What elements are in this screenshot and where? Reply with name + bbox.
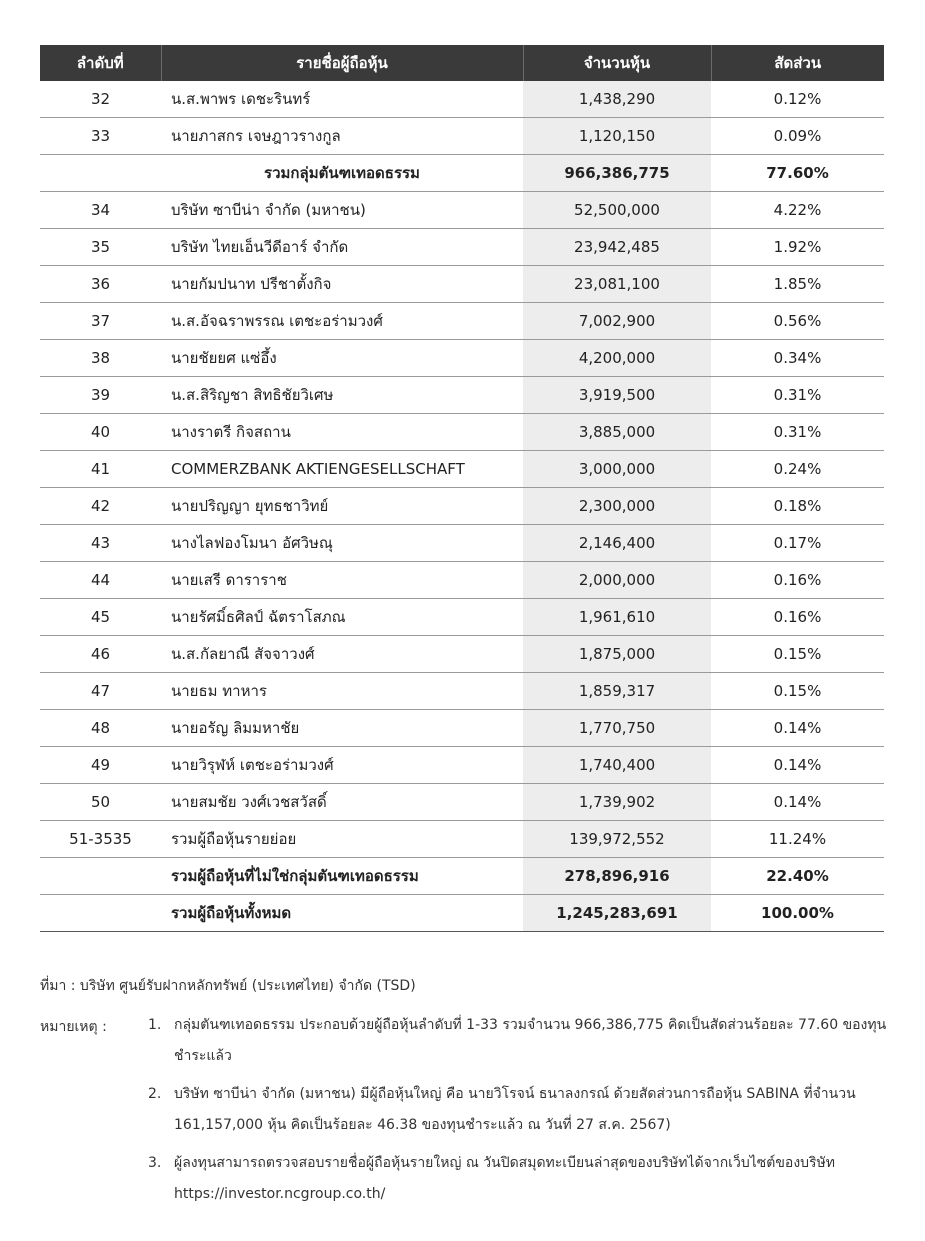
cell-name: นายรัศมิ์ธศิลป์ ฉัตราโสภณ (161, 599, 523, 636)
note-number: 3. (148, 1155, 162, 1171)
cell-shares: 278,896,916 (523, 858, 711, 895)
cell-name: นายชัยยศ แซ่อึ้ง (161, 340, 523, 377)
cell-order: 37 (40, 303, 161, 340)
cell-order: 46 (40, 636, 161, 673)
cell-shares: 1,120,150 (523, 118, 711, 155)
cell-shares: 2,000,000 (523, 562, 711, 599)
cell-shares: 3,885,000 (523, 414, 711, 451)
table-row (40, 451, 884, 488)
cell-shares: 52,500,000 (523, 192, 711, 229)
cell-order: 50 (40, 784, 161, 821)
header-ratio: สัดส่วน (711, 45, 884, 81)
table-row (40, 118, 884, 155)
cell-name: รวมผู้ถือหุ้นที่ไม่ใช่กลุ่มตันฑเทอดธรรม (161, 858, 523, 895)
cell-order: 45 (40, 599, 161, 636)
table-row (40, 562, 884, 599)
note-text: บริษัท ซาบีน่า จำกัด (มหาชน) มีผู้ถือหุ้นใหญ่ คือ นายวิโรจน์ ธนาลงกรณ์ ด้วยสัดส่วนการถือหุ้น SABINA ที่จำนวน 161,157,000 หุ้น คิดเป็นร้อยละ 46.38 ของทุนชำระแล้ว ณ วันที่ 27 ส.ค. 2567) (174, 1086, 856, 1133)
header-name: รายชื่อผู้ถือหุ้น (161, 45, 523, 81)
cell-name: นายปริญญา ยุทธชาวิทย์ (161, 488, 523, 525)
cell-name: COMMERZBANK AKTIENGESELLSCHAFT (161, 451, 523, 488)
cell-name: รวมผู้ถือหุ้นทั้งหมด (161, 895, 523, 932)
cell-shares: 139,972,552 (523, 821, 711, 858)
cell-shares: 3,000,000 (523, 451, 711, 488)
cell-ratio: 11.24% (711, 821, 884, 858)
cell-ratio: 0.14% (711, 784, 884, 821)
table-row (40, 673, 884, 710)
cell-ratio: 0.15% (711, 673, 884, 710)
cell-order (40, 155, 161, 192)
cell-name: นายภาสกร เจษฎาวรางกูล (161, 118, 523, 155)
cell-shares: 1,245,283,691 (523, 895, 711, 932)
cell-order: 42 (40, 488, 161, 525)
cell-order (40, 858, 161, 895)
cell-name: บริษัท ไทยเอ็นวีดีอาร์ จำกัด (161, 229, 523, 266)
cell-order (40, 895, 161, 932)
cell-shares: 1,961,610 (523, 599, 711, 636)
cell-name: บริษัท ซาบีน่า จำกัด (มหาชน) (161, 192, 523, 229)
table-row (40, 81, 884, 118)
cell-shares: 7,002,900 (523, 303, 711, 340)
cell-order: 48 (40, 710, 161, 747)
cell-order: 38 (40, 340, 161, 377)
cell-ratio: 77.60% (711, 155, 884, 192)
table-row (40, 192, 884, 229)
cell-shares: 1,770,750 (523, 710, 711, 747)
cell-name: นายเสรี ดาราราช (161, 562, 523, 599)
cell-order: 51-3535 (40, 821, 161, 858)
cell-order: 43 (40, 525, 161, 562)
table-row (40, 340, 884, 377)
cell-ratio: 0.31% (711, 414, 884, 451)
table-row (40, 303, 884, 340)
table-row (40, 525, 884, 562)
cell-order: 36 (40, 266, 161, 303)
cell-ratio: 0.14% (711, 710, 884, 747)
cell-ratio: 1.92% (711, 229, 884, 266)
cell-ratio: 0.18% (711, 488, 884, 525)
cell-shares: 2,146,400 (523, 525, 711, 562)
table-header-row (40, 45, 884, 81)
cell-shares: 1,740,400 (523, 747, 711, 784)
cell-shares: 1,438,290 (523, 81, 711, 118)
note-item (148, 1010, 893, 1072)
subtotal-row (40, 895, 884, 932)
cell-ratio: 1.85% (711, 266, 884, 303)
table-row (40, 488, 884, 525)
table-row (40, 710, 884, 747)
subtotal-row (40, 858, 884, 895)
cell-ratio: 0.17% (711, 525, 884, 562)
table-row (40, 821, 884, 858)
table-row (40, 414, 884, 451)
cell-ratio: 0.56% (711, 303, 884, 340)
cell-shares: 23,942,485 (523, 229, 711, 266)
table-row (40, 266, 884, 303)
cell-shares: 2,300,000 (523, 488, 711, 525)
cell-ratio: 0.34% (711, 340, 884, 377)
table-row (40, 784, 884, 821)
note-number: 1. (148, 1017, 162, 1033)
cell-ratio: 0.12% (711, 81, 884, 118)
cell-shares: 966,386,775 (523, 155, 711, 192)
cell-name: น.ส.กัลยาณี สัจจาวงศ์ (161, 636, 523, 673)
cell-ratio: 4.22% (711, 192, 884, 229)
cell-shares: 4,200,000 (523, 340, 711, 377)
cell-name: นายกัมปนาท ปรีชาตั้งกิจ (161, 266, 523, 303)
header-order: ลำดับที่ (40, 45, 161, 81)
cell-order: 40 (40, 414, 161, 451)
cell-ratio: 0.24% (711, 451, 884, 488)
cell-shares: 23,081,100 (523, 266, 711, 303)
cell-ratio: 0.09% (711, 118, 884, 155)
cell-name: นายอรัญ ลิมมหาชัย (161, 710, 523, 747)
cell-order: 32 (40, 81, 161, 118)
source-note: ที่มา : บริษัท ศูนย์รับฝากหลักทรัพย์ (ประเทศไทย) จำกัด (TSD) (40, 978, 416, 994)
cell-order: 47 (40, 673, 161, 710)
cell-name: รวมกลุ่มตันฑเทอดธรรม (161, 155, 523, 192)
cell-shares: 1,739,902 (523, 784, 711, 821)
cell-name: นางไลฟองโมนา อัศวิษณุ (161, 525, 523, 562)
cell-name: นายธม ทาหาร (161, 673, 523, 710)
subtotal-row (40, 155, 884, 192)
cell-ratio: 0.14% (711, 747, 884, 784)
cell-order: 41 (40, 451, 161, 488)
table-row (40, 747, 884, 784)
cell-shares: 1,859,317 (523, 673, 711, 710)
cell-name: น.ส.พาพร เดชะรินทร์ (161, 81, 523, 118)
note-item (148, 1148, 893, 1210)
note-text: ผู้ลงทุนสามารถตรวจสอบรายชื่อผู้ถือหุ้นรายใหญ่ ณ วันปิดสมุดทะเบียนล่าสุดของบริษัทได้จากเว็บไซต์ของบริษัท https://investor.ncgroup.co.th/ (174, 1155, 836, 1202)
shareholders-table (40, 45, 884, 932)
cell-name: นางราตรี กิจสถาน (161, 414, 523, 451)
cell-order: 34 (40, 192, 161, 229)
header-shares: จำนวนหุ้น (523, 45, 711, 81)
cell-ratio: 0.16% (711, 599, 884, 636)
cell-ratio: 0.16% (711, 562, 884, 599)
cell-shares: 1,875,000 (523, 636, 711, 673)
cell-name: นายวิรุฬห์ เตชะอร่ามวงศ์ (161, 747, 523, 784)
cell-order: 49 (40, 747, 161, 784)
cell-shares: 3,919,500 (523, 377, 711, 414)
notes-label: หมายเหตุ : (40, 1019, 107, 1035)
table-row (40, 599, 884, 636)
cell-ratio: 0.15% (711, 636, 884, 673)
note-item (148, 1079, 893, 1141)
table-row (40, 377, 884, 414)
cell-order: 35 (40, 229, 161, 266)
cell-name: น.ส.อัจฉราพรรณ เตชะอร่ามวงศ์ (161, 303, 523, 340)
cell-name: นายสมชัย วงศ์เวชสวัสดิ์ (161, 784, 523, 821)
table-row (40, 636, 884, 673)
note-number: 2. (148, 1086, 162, 1102)
cell-order: 44 (40, 562, 161, 599)
cell-ratio: 0.31% (711, 377, 884, 414)
note-text: กลุ่มตันฑเทอดธรรม ประกอบด้วยผู้ถือหุ้นลำดับที่ 1-33 รวมจำนวน 966,386,775 คิดเป็นสัดส่วนร้อยละ 77.60 ของทุนชำระแล้ว (174, 1017, 887, 1064)
cell-name: รวมผู้ถือหุ้นรายย่อย (161, 821, 523, 858)
cell-order: 33 (40, 118, 161, 155)
cell-name: น.ส.สิริญชา สิทธิชัยวิเศษ (161, 377, 523, 414)
cell-ratio: 22.40% (711, 858, 884, 895)
table-row (40, 229, 884, 266)
cell-order: 39 (40, 377, 161, 414)
cell-ratio: 100.00% (711, 895, 884, 932)
